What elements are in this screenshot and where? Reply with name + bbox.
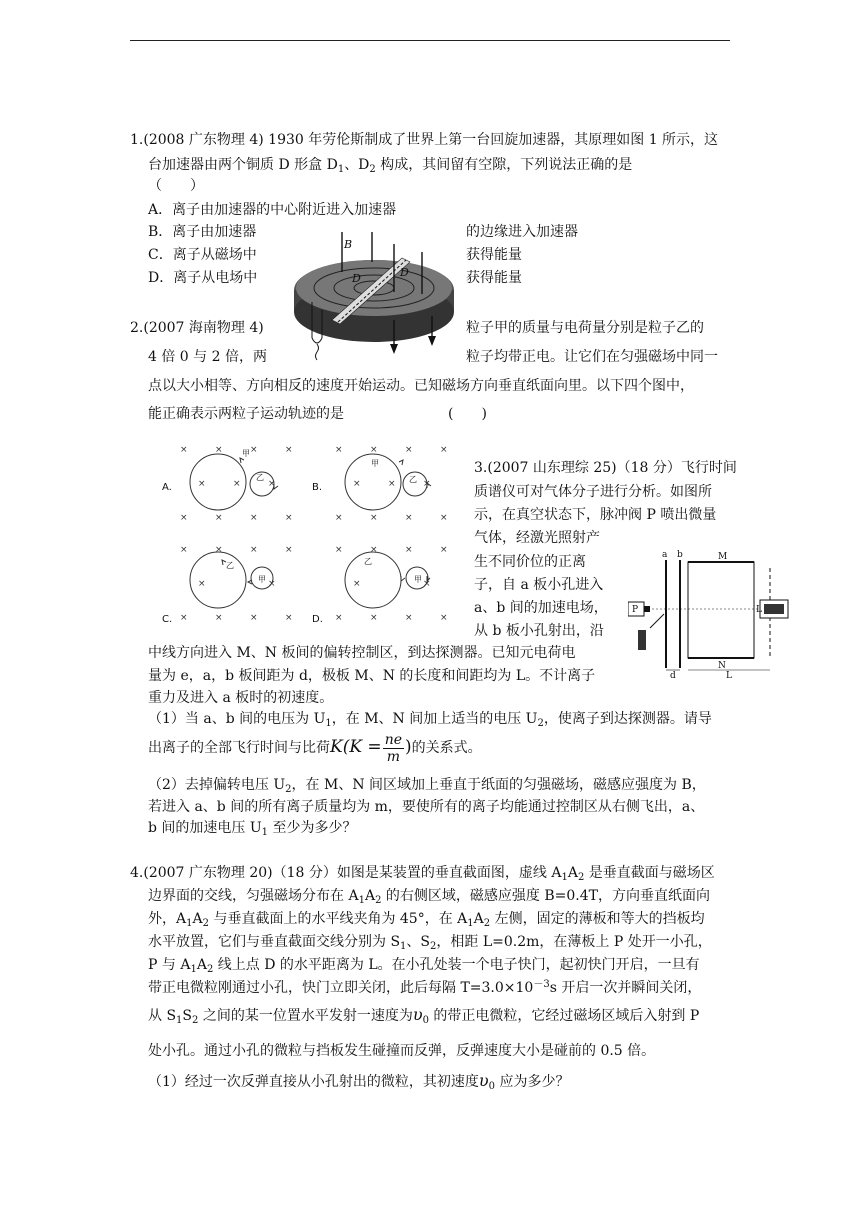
q3-part2-line3: b 间的加速电压 $U_1$ 至少为多少？ — [148, 820, 357, 838]
svg-text:×: × — [215, 545, 223, 555]
panel-a-label: A. — [162, 482, 172, 493]
q3-line6: 子，自 a 板小孔进入 — [474, 577, 604, 593]
spectrometer-label-d: d — [670, 671, 676, 678]
svg-text:×: × — [215, 445, 223, 455]
q3-line5: 生不同价位的正离 — [474, 554, 586, 570]
q1-paren: （ ） — [148, 178, 204, 194]
charge-mass-fraction: $\frac{ne}{m}$ — [384, 731, 402, 765]
spectrometer-label-n: N — [718, 661, 726, 671]
svg-text:×: × — [198, 479, 206, 489]
q4-line4: 水平放置，它们与垂直截面交线分别为 $S_1$、$S_2$，相距 L=0.2m，在薄板上 P 处开一小孔， — [148, 934, 712, 952]
panel-b-label: B. — [312, 482, 323, 493]
q1-option-a: A．离子由加速器的中心附近进入加速器 — [148, 202, 397, 218]
svg-text:×: × — [285, 613, 293, 623]
q4-line7: 从 $S_1S_2$ 之间的某一位置水平发射一速度为$\upsilon_0$ 的带正电微粒，它经过磁场区域后入射到 P — [148, 1005, 700, 1026]
svg-text:×: × — [285, 445, 293, 455]
q4-line8: 处小孔。通过小孔的微粒与挡板发生碰撞而反弹，反弹速度大小是碰前的 0.5 倍。 — [148, 1043, 656, 1059]
q3-part1-line2: 出离子的全部飞行时间与比荷K(K = $\frac{ne}{m}$ )的关系式。 — [148, 731, 482, 765]
spectrometer-label-m: M — [718, 552, 728, 562]
q1-line2: 台加速器由两个铜质 D 形盒 $D_1$、$D_2$ 构成，其间留有空隙，下列说法正确的是 — [148, 157, 633, 175]
q3-line4: 气体，经激光照射产 — [474, 530, 600, 546]
q3-part2-line1: （2）去掉偏转电压 $U_2$，在 M、N 间区域加上垂直于纸面的匀强磁场，磁感应强度为 B， — [148, 777, 706, 795]
svg-text:×: × — [335, 545, 343, 555]
svg-text:×: × — [353, 479, 361, 489]
q3-line8: 从 b 板小孔射出，沿 — [474, 623, 604, 639]
q3-line2: 质谱仪可对气体分子进行分析。如图所 — [474, 484, 712, 500]
q2-line1-left: 2.(2007 海南物理 4) — [130, 320, 264, 336]
panel-c — [180, 545, 293, 623]
svg-text:×: × — [440, 613, 448, 623]
mass-spectrometer-figure — [628, 548, 798, 678]
svg-text:×: × — [180, 613, 188, 623]
svg-text:×: × — [370, 513, 378, 523]
q1-option-d-left: D．离子从电场中 — [148, 270, 258, 286]
spectrometer-label-b: b — [677, 550, 683, 560]
svg-text:×: × — [215, 613, 223, 623]
q3-part1-line1: （1）当 a、b 间的电压为 $U_1$，在 M、N 间加上适当的电压 $U_2$，使离子到达探测器。请导 — [148, 711, 712, 729]
q1-option-c-right: 获得能量 — [466, 247, 522, 263]
cyclotron-label-b: B — [344, 238, 353, 251]
svg-text:×: × — [180, 445, 188, 455]
q3-line3: 示，在真空状态下，脉冲阀 P 喷出微量 — [474, 507, 717, 523]
svg-text:×: × — [440, 545, 448, 555]
spectrometer-label-l2: L — [726, 671, 732, 678]
spectrometer-label-l1: L — [756, 605, 762, 615]
cyclotron-label-d2: D — [400, 266, 409, 279]
svg-text:×: × — [285, 513, 293, 523]
svg-text:×: × — [405, 445, 413, 455]
q2-line2-right: 粒子均带正电。让它们在匀强磁场中同一 — [466, 349, 718, 365]
q1-option-b-left: B．离子由加速器 — [148, 224, 257, 240]
q3-line7: a、b 间的加速电场， — [474, 600, 608, 616]
panel-d-yi: 乙 — [364, 557, 372, 566]
panel-b — [335, 445, 448, 523]
q2-line2-left: 4 倍 0 与 2 倍，两 — [148, 349, 267, 365]
panel-d — [335, 545, 448, 623]
spectrometer-label-p: P — [632, 605, 639, 615]
svg-text:×: × — [440, 445, 448, 455]
cyclotron-figure — [282, 232, 460, 362]
panel-c-label: C. — [162, 614, 173, 625]
q3-line1: 3.(2007 山东理综 25)（18 分）飞行时间 — [474, 460, 737, 476]
svg-text:×: × — [180, 513, 188, 523]
q1-option-d-right: 获得能量 — [466, 270, 522, 286]
svg-text:×: × — [285, 545, 293, 555]
svg-text:×: × — [440, 513, 448, 523]
q2-trajectory-figure — [158, 440, 468, 628]
q3-line10: 量为 e，a，b 板间距为 d，极板 M、N 的长度和间距均为 L。不计离子 — [148, 668, 596, 684]
q1-option-b-right: 的边缘进入加速器 — [466, 224, 578, 240]
q4-line1: 4.(2007 广东物理 20)（18 分）如图是某装置的垂直截面图，虚线 $A_1A_2$ 是垂直截面与磁场区 — [130, 865, 715, 883]
svg-text:×: × — [215, 513, 223, 523]
svg-text:×: × — [370, 445, 378, 455]
svg-text:×: × — [335, 613, 343, 623]
panel-d-label: D. — [312, 614, 323, 625]
panel-a-jia: 甲 — [242, 449, 250, 458]
panel-a-yi: 乙 — [256, 473, 264, 482]
q2-line1-right: 粒子甲的质量与电荷量分别是粒子乙的 — [466, 320, 704, 336]
q4-line2: 边界面的交线，匀强磁场分布在 $A_1A_2$ 的右侧区域，磁感应强度 B=0.4T，方向垂直纸面向 — [148, 888, 710, 906]
svg-text:×: × — [268, 579, 276, 589]
q4-line9: （1）经过一次反弹直接从小孔射出的微粒，其初速度$\upsilon_0$ 应为多少？ — [148, 1071, 570, 1092]
svg-text:×: × — [335, 513, 343, 523]
q2-paren: ( ) — [448, 406, 487, 422]
svg-text:×: × — [250, 445, 258, 455]
svg-text:×: × — [268, 479, 276, 489]
svg-text:×: × — [405, 545, 413, 555]
panel-c-yi: 乙 — [226, 561, 234, 570]
q3-line11: 重力及进入 a 板时的初速度。 — [148, 690, 334, 706]
header-rule — [130, 40, 730, 41]
svg-text:×: × — [423, 579, 431, 589]
q3-part2-line2: 若进入 a、b 间的所有离子质量均为 m，要使所有的离子均能通过控制区从右侧飞出，a、 — [148, 799, 705, 815]
q2-line4: 能正确表示两粒子运动轨迹的是 — [148, 406, 344, 422]
svg-text:×: × — [370, 545, 378, 555]
q4-line5: P 与 $A_1A_2$ 线上点 D 的水平距离为 L。在小孔处装一个电子快门，起初快门开启，一旦有 — [148, 957, 700, 975]
panel-a — [180, 445, 293, 523]
svg-text:×: × — [335, 445, 343, 455]
q4-line3: 外，$A_1A_2$ 与垂直截面上的水平线夹角为 45°，在 $A_1A_2$ 左侧，固定的薄板和等大的挡板均 — [148, 911, 705, 929]
svg-text:×: × — [250, 613, 258, 623]
panel-b-jia: 甲 — [371, 459, 379, 468]
spectrometer-label-a: a — [662, 550, 668, 560]
svg-text:×: × — [250, 513, 258, 523]
svg-text:×: × — [353, 579, 361, 589]
q4-line6: 带正电微粒刚通过小孔，快门立即关闭，此后每隔 $T=3.0\times 10^{-3}s$ 开启一次并瞬间关闭， — [148, 979, 702, 996]
svg-text:×: × — [405, 513, 413, 523]
svg-text:×: × — [180, 545, 188, 555]
svg-text:×: × — [423, 479, 431, 489]
svg-text:×: × — [405, 613, 413, 623]
q1-line1: 1.(2008 广东物理 4) 1930 年劳伦斯制成了世界上第一台回旋加速器，其原理如图 1 所示，这 — [130, 132, 719, 148]
cyclotron-label-d1: D — [352, 272, 361, 285]
panel-d-jia: 甲 — [414, 575, 422, 584]
q1-option-c-left: C．离子从磁场中 — [148, 247, 257, 263]
svg-text:×: × — [233, 479, 241, 489]
panel-b-yi: 乙 — [409, 475, 417, 484]
panel-c-jia: 甲 — [258, 575, 266, 584]
svg-text:×: × — [388, 479, 396, 489]
q3-line9: 中线方向进入 M、N 板间的偏转控制区，到达探测器。已知元电荷电 — [148, 645, 576, 661]
svg-text:×: × — [370, 613, 378, 623]
q2-line3: 点以大小相等、方向相反的速度开始运动。已知磁场方向垂直纸面向里。以下四个图中， — [148, 378, 694, 394]
svg-text:×: × — [198, 579, 206, 589]
svg-text:×: × — [250, 545, 258, 555]
